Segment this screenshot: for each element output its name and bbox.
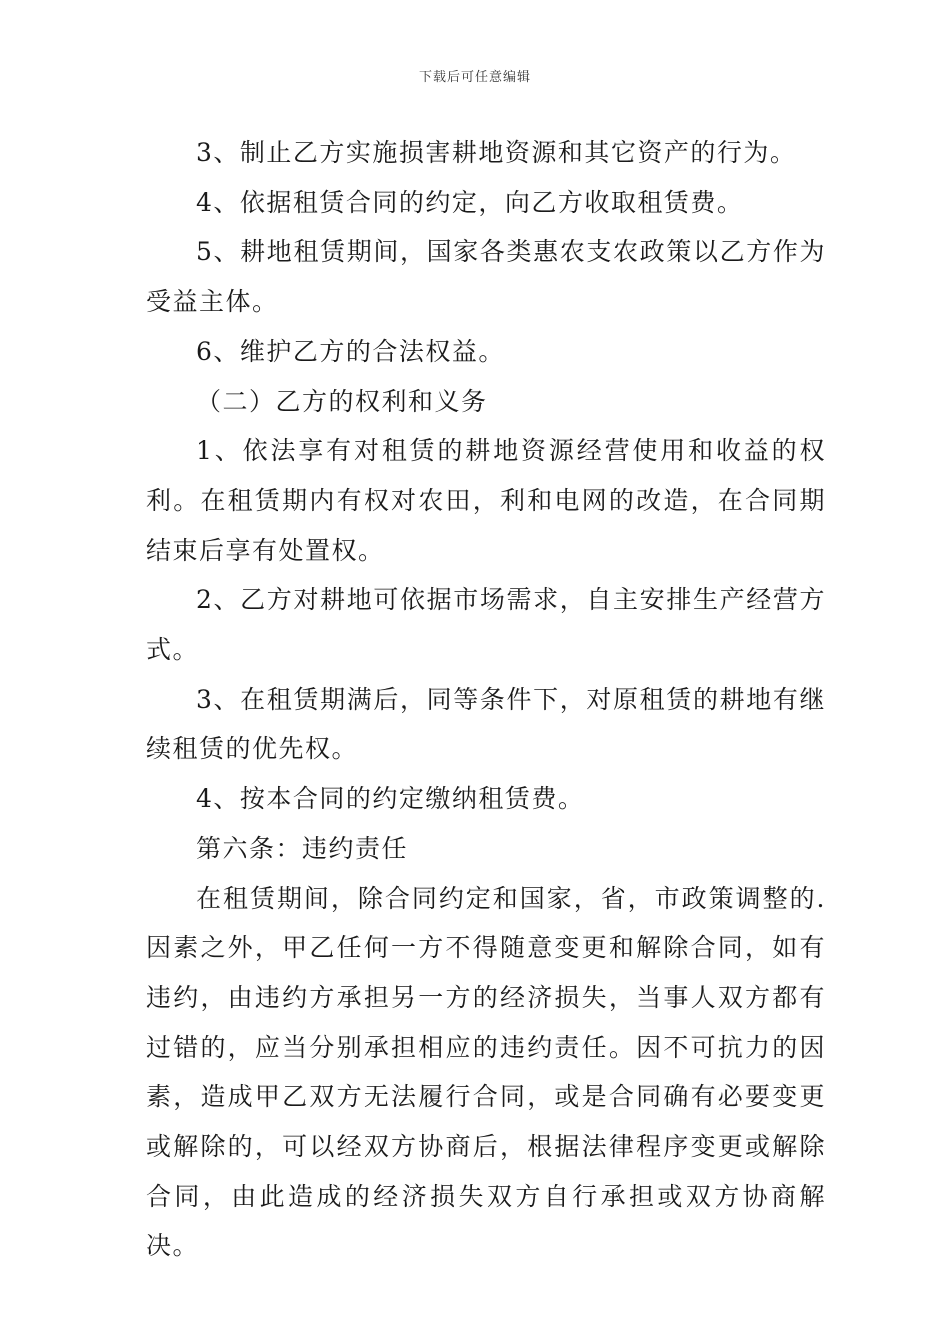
- paragraph-right-2: 2、乙方对耕地可依据市场需求，自主安排生产经营方式。: [146, 585, 826, 665]
- paragraph-duty-4: 4、依据租赁合同的约定，向乙方收取租赁费。: [196, 187, 744, 217]
- section-heading-party-b: （二）乙方的权利和义务: [196, 386, 488, 416]
- document-body: [146, 128, 826, 1271]
- paragraph-breach-liability: 在租赁期间，除合同约定和国家，省，市政策调整的.因素之外，甲乙任何一方不得随意变更和解除合同，如有违约，由违约方承担另一方的经济损失，当事人双方都有过错的，应当分别承担相应的违约责任。因不可抗力的因素，造成甲乙双方无法履行合同，或是合同确有必要变更或解除的，可以经双方协商后，根据法律程序变更或解除合同，由此造成的经济损失双方自行承担或双方协商解决。: [146, 883, 826, 1261]
- article-heading-breach: 第六条：违约责任: [196, 833, 409, 863]
- paragraph-right-1: 1、依法享有对租赁的耕地资源经营使用和收益的权利。在租赁期内有权对农田，利和电网的改造，在合同期结束后享有处置权。: [146, 436, 826, 565]
- page-header: 下载后可任意编辑: [418, 70, 531, 85]
- paragraph-duty-5: 5、耕地租赁期间，国家各类惠农支农政策以乙方作为受益主体。: [146, 237, 826, 317]
- paragraph-duty-3: 3、制止乙方实施损害耕地资源和其它资产的行为。: [196, 138, 797, 167]
- paragraph-right-4: 4、按本合同的约定缴纳租赁费。: [196, 784, 585, 814]
- paragraph-duty-6: 6、维护乙方的合法权益。: [196, 336, 505, 366]
- paragraph-right-3: 3、在租赁期满后，同等条件下，对原租赁的耕地有继续租赁的优先权。: [146, 684, 826, 764]
